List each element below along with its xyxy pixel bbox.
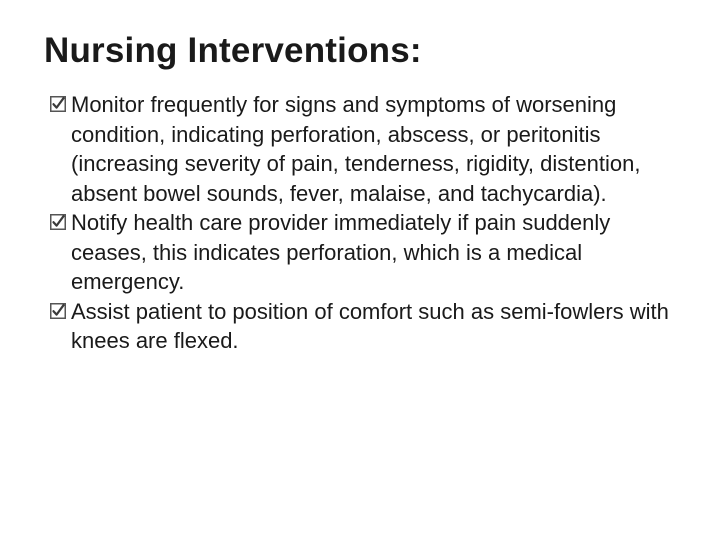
checkbox-checked-icon [50,214,66,230]
bullet-text: Notify health care provider immediately if pain suddenly ceases, this indicates perforation, which is a medical emergency. [71,210,611,294]
bullet-item [50,208,685,297]
bullet-text: Monitor frequently for signs and symptoms of worsening condition, indicating perforation, abscess, or peritonitis (increasing severity of pain, tenderness, rigidity, distention, absent bowel sounds, fever, malaise, and tachycardia). [71,92,641,206]
bullet-text: Assist patient to position of comfort such as semi-fowlers with knees are flexed. [71,298,669,353]
checkbox-checked-icon [50,96,66,112]
slide-title: Nursing Interventions: [44,31,422,70]
bullet-list [50,90,685,356]
bullet-item [50,90,685,208]
checkbox-checked-icon [50,303,66,319]
bullet-item [50,297,685,356]
